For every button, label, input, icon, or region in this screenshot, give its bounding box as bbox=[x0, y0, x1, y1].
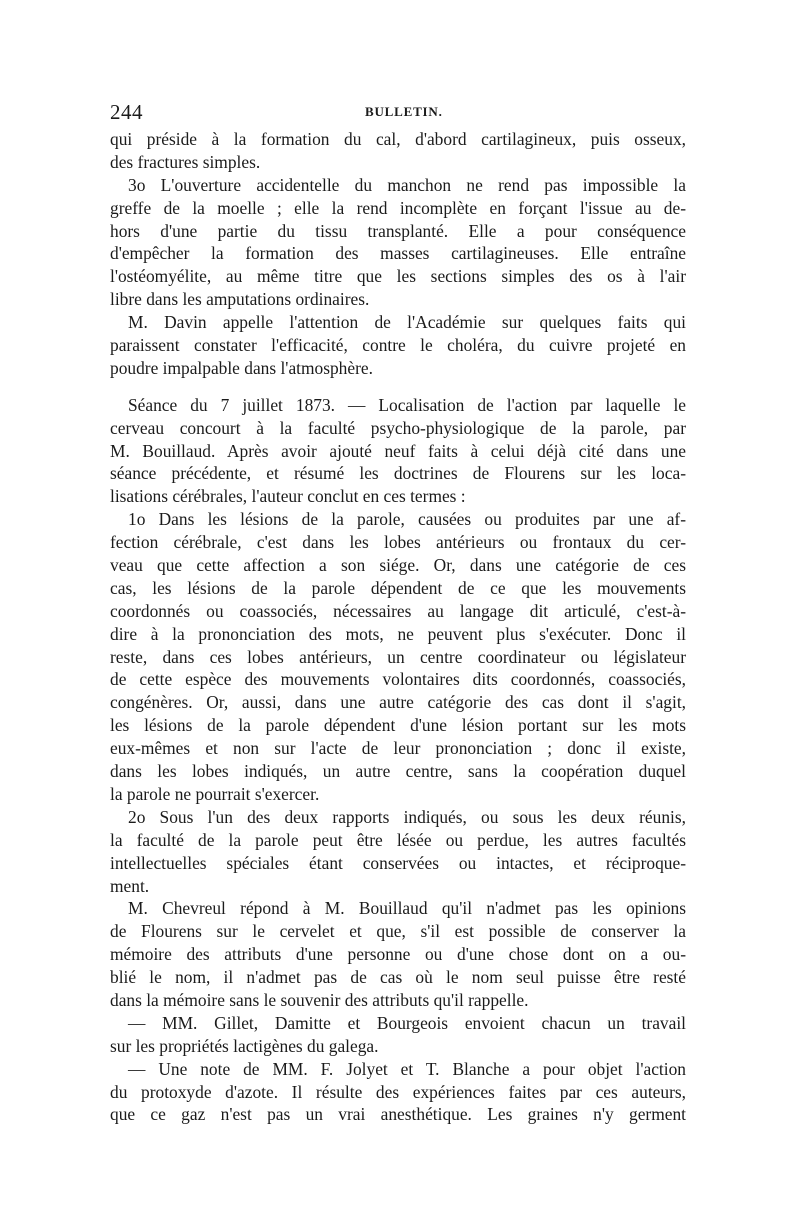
text-line: la faculté de la parole peut être lésée ou perdue, les autres facultés bbox=[110, 829, 686, 850]
text-line: de cette espèce des mouvements volontaires dits coordonnés, coassociés, bbox=[110, 669, 686, 690]
paragraph bbox=[110, 174, 686, 311]
running-title: BULLETIN. bbox=[365, 104, 443, 119]
text-line: congénères. Or, aussi, dans une autre catégorie des cas dont il s'agit, bbox=[110, 692, 686, 713]
text-line: dans la mémoire sans le souvenir des attributs qu'il rappelle. bbox=[110, 989, 529, 1010]
text-line: d'empêcher la formation des masses cartilagineuses. Elle entraîne bbox=[110, 243, 686, 264]
page-number: 244 bbox=[110, 100, 143, 124]
text-line: séance précédente, et résumé les doctrines de Flourens sur les loca- bbox=[110, 463, 686, 484]
text-line: libre dans les amputations ordinaires. bbox=[110, 289, 370, 310]
text-line: dans les lobes indiqués, un autre centre, sans la coopération duquel bbox=[110, 761, 686, 782]
text-line: sur les propriétés lactigènes du galega. bbox=[110, 1035, 379, 1056]
text-line: veau que cette affection a son siége. Or, dans une catégorie de ces bbox=[110, 555, 686, 576]
paragraph bbox=[110, 1058, 686, 1127]
text-line: reste, dans ces lobes antérieurs, un centre coordinateur ou législateur bbox=[110, 646, 686, 667]
text-line: intellectuelles spéciales étant conservées ou intactes, et réciproque- bbox=[110, 852, 686, 873]
text-line: lisations cérébrales, l'auteur conclut en ces termes : bbox=[110, 486, 466, 507]
text-line: coordonnés ou coassociés, nécessaires au langage dit articulé, c'est-à- bbox=[110, 600, 686, 621]
text-line: de Flourens sur le cervelet et que, s'il est possible de conserver la bbox=[110, 921, 686, 942]
text-line: 1o Dans les lésions de la parole, causées ou produites par une af- bbox=[128, 509, 686, 530]
text-line: — Une note de MM. F. Jolyet et T. Blanche a pour objet l'action bbox=[128, 1058, 686, 1079]
text-line: — MM. Gillet, Damitte et Bourgeois envoient chacun un travail bbox=[128, 1012, 686, 1033]
text-line: poudre impalpable dans l'atmosphère. bbox=[110, 357, 373, 378]
text-line: eux-mêmes et non sur l'acte de leur prononciation ; donc il existe, bbox=[110, 738, 686, 759]
text-line: mémoire des attributs d'une personne ou d'une chose dont on a ou- bbox=[110, 944, 686, 965]
text-line: dire à la prononciation des mots, ne peuvent plus s'exécuter. Donc il bbox=[110, 623, 686, 644]
text-line: l'ostéomyélite, au même titre que les sections simples des os à l'air bbox=[110, 266, 686, 287]
text-line: M. Bouillaud. Après avoir ajouté neuf faits à celui déjà cité dans une bbox=[110, 440, 686, 461]
paragraph bbox=[110, 508, 686, 806]
text-line: fection cérébrale, c'est dans les lobes antérieurs ou frontaux du cer- bbox=[110, 532, 686, 553]
text-line: M. Chevreul répond à M. Bouillaud qu'il n'admet pas les opinions bbox=[128, 898, 686, 919]
text-line: M. Davin appelle l'attention de l'Académie sur quelques faits qui bbox=[128, 312, 686, 333]
text-line: qui préside à la formation du cal, d'abord cartilagineux, puis osseux, bbox=[110, 129, 686, 149]
text-body bbox=[110, 128, 686, 1126]
text-line: la parole ne pourrait s'exercer. bbox=[110, 783, 320, 804]
text-line: les lésions de la parole dépendent d'une lésion portant sur les mots bbox=[110, 715, 686, 736]
paragraph-gap bbox=[110, 380, 686, 394]
text-line: 2o Sous l'un des deux rapports indiqués, ou sous les deux réunis, bbox=[128, 806, 686, 827]
paragraph bbox=[110, 806, 686, 898]
text-line: du protoxyde d'azote. Il résulte des expériences faites par ces auteurs, bbox=[110, 1081, 686, 1102]
paragraph bbox=[110, 897, 686, 1011]
text-line: paraissent constater l'efficacité, contre le choléra, du cuivre projeté en bbox=[110, 335, 686, 356]
text-line: cerveau concourt à la faculté psycho-physiologique de la parole, par bbox=[110, 417, 686, 438]
text-line: ment. bbox=[110, 875, 150, 896]
text-line: des fractures simples. bbox=[110, 151, 261, 172]
text-line: greffe de la moelle ; elle la rend incomplète en forçant l'issue au de- bbox=[110, 197, 686, 218]
paragraph bbox=[110, 1012, 686, 1058]
paragraph bbox=[110, 311, 686, 380]
text-line: 3o L'ouverture accidentelle du manchon ne rend pas impossible la bbox=[128, 174, 686, 195]
text-line: que ce gaz n'est pas un vrai anesthétique. Les graines n'y germent bbox=[110, 1104, 686, 1125]
text-line: blié le nom, il n'admet pas de cas où le nom seul puisse être resté bbox=[110, 967, 686, 988]
text-line: Séance du 7 juillet 1873. — Localisation de l'action par laquelle le bbox=[128, 394, 686, 415]
paragraph bbox=[110, 128, 686, 174]
text-line: cas, les lésions de la parole dépendent de ce que les mouvements bbox=[110, 577, 686, 598]
page-header bbox=[110, 100, 688, 124]
paragraph bbox=[110, 394, 686, 508]
text-line: hors d'une partie du tissu transplanté. Elle a pour conséquence bbox=[110, 220, 686, 241]
